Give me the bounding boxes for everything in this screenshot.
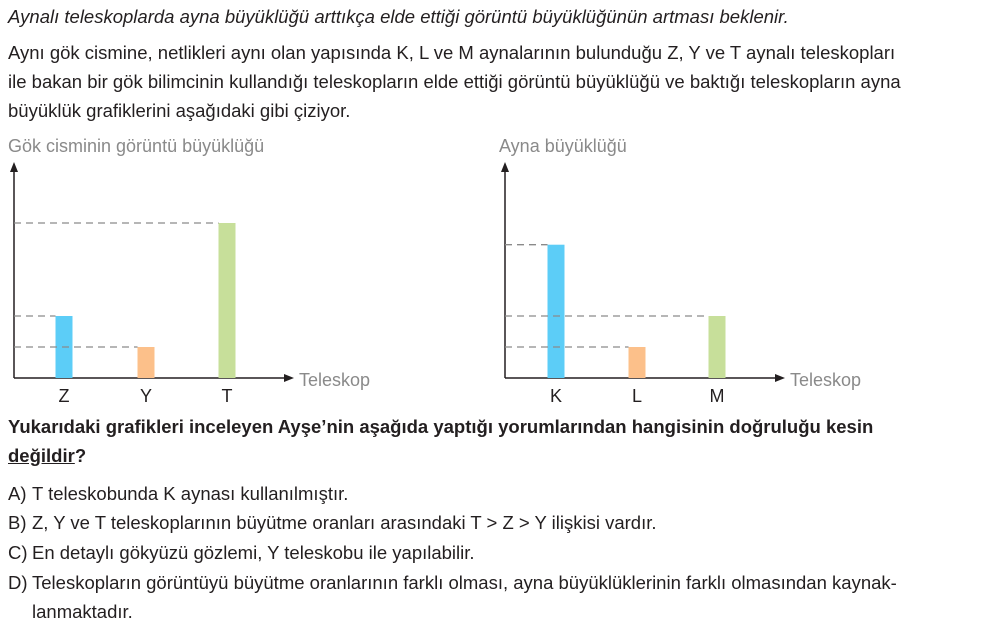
paragraph-line-2: ile bakan bir gök bilimcinin kullandığı teleskopların elde ettiği görüntü büyüklüğü ve baktığı teleskopların ayna	[8, 71, 901, 92]
mirror-size-chart	[499, 136, 861, 406]
category-label: K	[549, 386, 563, 406]
question-line-2	[8, 445, 86, 467]
intro-text: Aynalı teleskoplarda ayna büyüklüğü arttıkça elde ettiği görüntü büyüklüğünün artması beklenir.	[8, 6, 789, 27]
option-d-text: Teleskopların görüntüyü büyütme oranlarının farklı olması, ayna büyüklüklerinin farklı olmasından kaynak-	[32, 572, 897, 593]
question-end: ?	[74, 445, 87, 466]
option-a-label: A)	[8, 483, 27, 504]
x-axis-arrow-icon	[775, 374, 785, 382]
question-line-1: Yukarıdaki grafikleri inceleyen Ayşe’nin aşağıda yaptığı yorumlarından hangisinin doğruluğu kesin	[8, 416, 874, 437]
option-a[interactable]	[8, 483, 348, 505]
bar-L	[629, 347, 646, 378]
category-label: M	[709, 386, 725, 406]
y-axis-title: Gök cisminin görüntü büyüklüğü	[8, 136, 265, 156]
bar-T	[219, 223, 236, 378]
y-axis-arrow-icon	[10, 162, 18, 172]
option-b-label: B)	[8, 512, 27, 533]
category-label: T	[221, 386, 233, 406]
option-d-text-continued: lanmaktadır.	[32, 601, 133, 622]
paragraph-line-1: Aynı gök cismine, netlikleri aynı olan yapısında K, L ve M aynalarının bulunduğu Z, Y ve T aynalı teleskopları	[8, 42, 896, 63]
option-c-label: C)	[8, 542, 28, 563]
category-label: Y	[139, 386, 153, 406]
option-a-text: T teleskobunda K aynası kullanılmıştır.	[32, 483, 349, 504]
y-axis-title: Ayna büyüklüğü	[499, 136, 627, 156]
paragraph-line-3: büyüklük grafiklerini aşağıdaki gibi çiziyor.	[8, 100, 351, 121]
option-d[interactable]	[8, 572, 897, 594]
x-axis-title: Teleskop	[790, 370, 862, 390]
category-label: Z	[58, 386, 70, 406]
bar-Y	[138, 347, 155, 378]
option-c-text: En detaylı gökyüzü gözlemi, Y teleskobu ile yapılabilir.	[32, 542, 475, 563]
x-axis-arrow-icon	[284, 374, 294, 382]
bar-K	[548, 245, 565, 378]
option-b-text: Z, Y ve T teleskoplarının büyütme oranları arasındaki T > Z > Y ilişkisi vardır.	[32, 512, 657, 533]
option-b[interactable]	[8, 512, 657, 534]
bar-M	[709, 316, 726, 378]
y-axis-arrow-icon	[501, 162, 509, 172]
category-label: L	[631, 386, 643, 406]
x-axis-title: Teleskop	[299, 370, 371, 390]
option-c[interactable]	[8, 542, 475, 564]
question-negation: değildir	[8, 445, 75, 466]
option-d-label: D)	[8, 572, 28, 593]
image-size-chart	[8, 136, 370, 406]
